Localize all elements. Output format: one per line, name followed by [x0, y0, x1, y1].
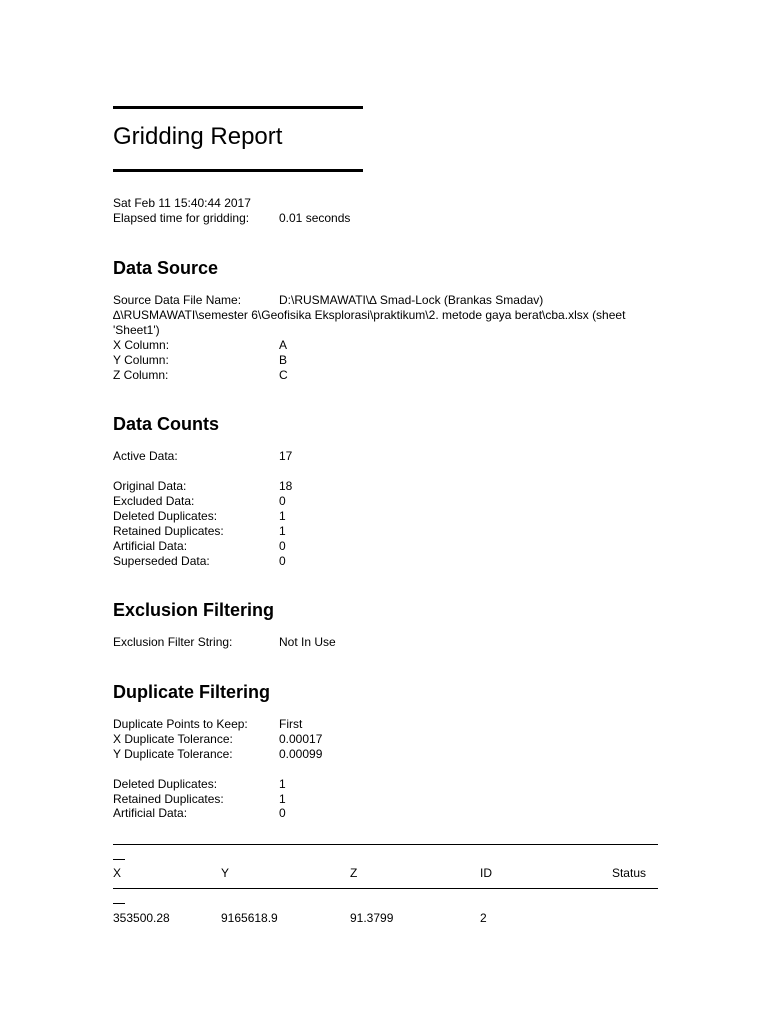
data-counts-heading: Data Counts [113, 414, 220, 434]
dup-retained-label: Retained Duplicates: [113, 792, 224, 806]
table-top-rule-wrap [113, 859, 125, 860]
x-column-row [113, 338, 287, 353]
table-header-status: Status [611, 866, 646, 880]
deleted-duplicates-value: 1 [279, 509, 286, 523]
page-title: Gridding Report [113, 123, 283, 150]
title-top-rule [113, 106, 363, 109]
table-header-x: X [113, 866, 122, 880]
exclusion-filtering-heading: Exclusion Filtering [113, 600, 275, 620]
elapsed-time-row [113, 211, 350, 226]
retained-duplicates-value: 1 [279, 524, 286, 538]
source-file-row [113, 293, 543, 308]
artificial-data-row [113, 539, 286, 554]
table-header-rule-wrap [113, 903, 125, 904]
z-column-label: Z Column: [113, 368, 169, 382]
table-header-id: ID [480, 866, 492, 880]
exclusion-filter-row [113, 635, 336, 650]
table-cell-z: 91.3799 [350, 911, 394, 925]
x-tolerance-row [113, 732, 322, 747]
y-tolerance-value: 0.00099 [279, 747, 323, 761]
artificial-data-value: 0 [279, 539, 286, 553]
dup-retained-value: 1 [279, 792, 286, 806]
x-column-label: X Column: [113, 338, 170, 352]
retained-duplicates-row [113, 524, 286, 539]
y-tolerance-label: Y Duplicate Tolerance: [113, 747, 233, 761]
source-file-value-line2: ∆\RUSMAWATI\semester 6\Geofisika Eksplorasi\praktikum\2. metode gaya berat\cba.xlsx (sheet 'Sheet1') [113, 308, 626, 337]
z-column-value: C [279, 368, 288, 382]
dup-retained-row [113, 792, 286, 807]
dup-artificial-row [113, 806, 286, 821]
y-tolerance-row [113, 747, 322, 762]
dup-deleted-label: Deleted Duplicates: [113, 777, 218, 791]
superseded-data-row [113, 554, 286, 569]
elapsed-time-value: 0.01 seconds [279, 211, 351, 225]
exclusion-filter-value: Not In Use [279, 635, 336, 649]
active-data-row [113, 449, 292, 464]
dup-artificial-label: Artificial Data: [113, 806, 188, 820]
elapsed-time-label: Elapsed time for gridding: [113, 211, 250, 225]
duplicate-keep-value: First [279, 717, 303, 731]
y-column-row [113, 353, 287, 368]
title-bottom-rule [113, 169, 363, 172]
table-cell-id: 2 [480, 911, 487, 925]
report-date: Sat Feb 11 15:40:44 2017 [113, 196, 251, 210]
table-header-z: Z [350, 866, 358, 880]
active-data-label: Active Data: [113, 449, 178, 463]
z-column-row [113, 368, 288, 383]
duplicate-keep-label: Duplicate Points to Keep: [113, 717, 248, 731]
excluded-data-row [113, 494, 286, 509]
data-source-heading: Data Source [113, 258, 219, 278]
duplicate-filtering-heading: Duplicate Filtering [113, 682, 271, 702]
exclusion-filter-label: Exclusion Filter String: [113, 635, 233, 649]
table-header-rule [113, 888, 658, 889]
deleted-duplicates-label: Deleted Duplicates: [113, 509, 218, 523]
retained-duplicates-label: Retained Duplicates: [113, 524, 224, 538]
original-data-value: 18 [279, 479, 293, 493]
source-file-value-line1: D:\RUSMAWATI\∆ Smad-Lock (Brankas Smadav) [279, 293, 544, 307]
artificial-data-label: Artificial Data: [113, 539, 188, 553]
duplicate-keep-row [113, 717, 302, 732]
dup-deleted-value: 1 [279, 777, 286, 791]
superseded-data-label: Superseded Data: [113, 554, 210, 568]
deleted-duplicates-row [113, 509, 286, 524]
table-top-rule [113, 844, 658, 845]
y-column-label: Y Column: [113, 353, 169, 367]
x-tolerance-label: X Duplicate Tolerance: [113, 732, 233, 746]
table-header-y: Y [221, 866, 230, 880]
original-data-row [113, 479, 292, 494]
original-data-label: Original Data: [113, 479, 187, 493]
x-column-value: A [279, 338, 288, 352]
excluded-data-label: Excluded Data: [113, 494, 195, 508]
source-file-label: Source Data File Name: [113, 293, 242, 307]
excluded-data-value: 0 [279, 494, 286, 508]
dup-deleted-row [113, 777, 286, 792]
y-column-value: B [279, 353, 288, 367]
table-cell-x: 353500.28 [113, 911, 170, 925]
table-cell-y: 9165618.9 [221, 911, 278, 925]
superseded-data-value: 0 [279, 554, 286, 568]
dup-artificial-value: 0 [279, 806, 286, 820]
active-data-value: 17 [279, 449, 293, 463]
x-tolerance-value: 0.00017 [279, 732, 323, 746]
